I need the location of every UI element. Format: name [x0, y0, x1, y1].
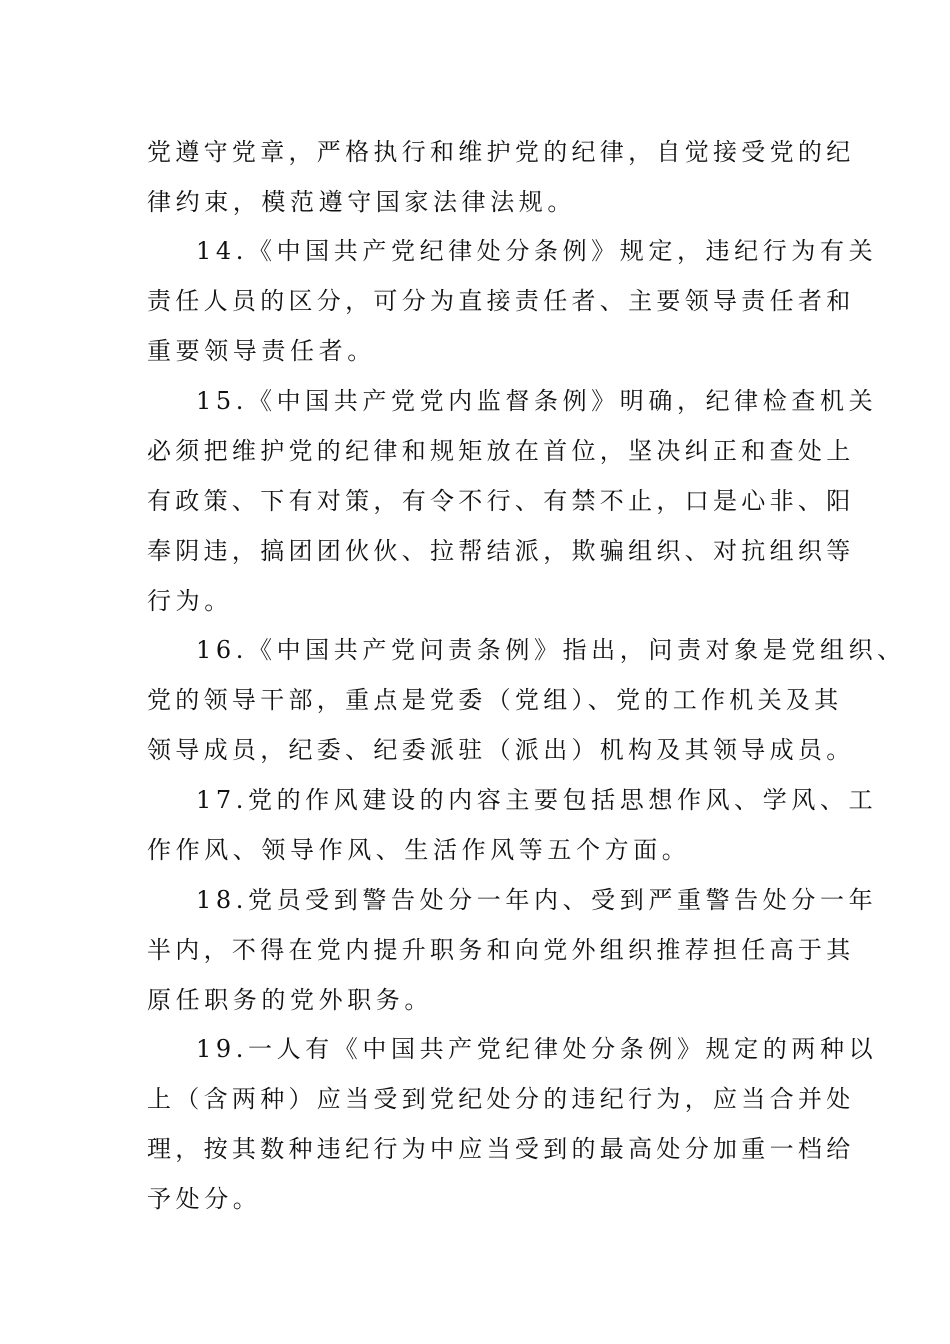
item-19-line-1: 19.一人有《中国共产党纪律处分条例》规定的两种以 — [196, 1035, 878, 1063]
item-16-line-1: 16.《中国共产党问责条例》指出，问责对象是党组织、 — [196, 636, 906, 664]
item-17-line-2: 作作风、领导作风、生活作风等五个方面。 — [147, 836, 691, 864]
item-18-line-2: 半内，不得在党内提升职务和向党外组织推荐担任高于其 — [147, 936, 855, 964]
item-19-line-4: 予处分。 — [147, 1185, 262, 1213]
item-18-line-3: 原任职务的党外职务。 — [147, 986, 433, 1014]
item-19-line-3: 理，按其数种违纪行为中应当受到的最高处分加重一档给 — [147, 1135, 855, 1163]
paragraph-1-line-1: 党遵守党章，严格执行和维护党的纪律，自觉接受党的纪 — [147, 138, 855, 166]
item-15-line-2: 必须把维护党的纪律和规矩放在首位，坚决纠正和查处上 — [147, 437, 855, 465]
item-16-line-2: 党的领导干部，重点是党委（党组）、党的工作机关及其 — [147, 686, 843, 714]
item-19-line-2: 上（含两种）应当受到党纪处分的违纪行为，应当合并处 — [147, 1085, 855, 1113]
item-17-line-1: 17.党的作风建设的内容主要包括思想作风、学风、工 — [196, 786, 878, 814]
item-14-line-2: 责任人员的区分，可分为直接责任者、主要领导责任者和 — [147, 287, 855, 315]
item-14-line-1: 14.《中国共产党纪律处分条例》规定，违纪行为有关 — [196, 237, 878, 265]
item-15-line-1: 15.《中国共产党党内监督条例》明确，纪律检查机关 — [196, 387, 878, 415]
item-15-line-4: 奉阴违，搞团团伙伙、拉帮结派，欺骗组织、对抗组织等 — [147, 537, 855, 565]
item-16-line-3: 领导成员，纪委、纪委派驻（派出）机构及其领导成员。 — [147, 736, 855, 764]
item-18-line-1: 18.党员受到警告处分一年内、受到严重警告处分一年 — [196, 886, 878, 914]
item-14-line-3: 重要领导责任者。 — [147, 337, 376, 365]
item-15-line-5: 行为。 — [147, 587, 233, 615]
paragraph-1-line-2: 律约束，模范遵守国家法律法规。 — [147, 188, 576, 216]
item-15-line-3: 有政策、下有对策，有令不行、有禁不止，口是心非、阳 — [147, 487, 855, 515]
